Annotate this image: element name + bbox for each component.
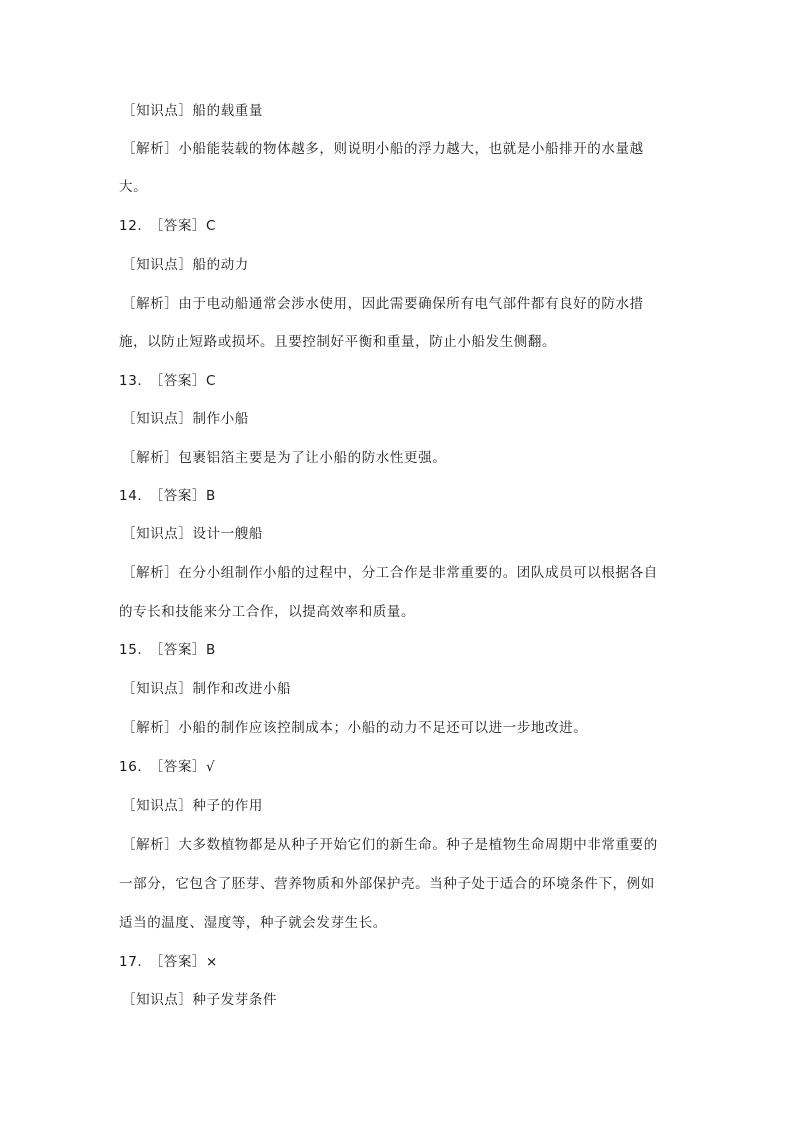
analysis-line: ［解析］大多数植物都是从种子开始它们的新生命。种子是植物生命周期中非常重要的 bbox=[122, 837, 658, 853]
analysis-line-continued: 大。 bbox=[119, 179, 148, 195]
analysis-line: ［解析］小船的制作应该控制成本；小船的动力不足还可以进一步地改进。 bbox=[122, 720, 588, 736]
analysis-line-continued: 的专长和技能来分工合作，以提高效率和质量。 bbox=[119, 604, 416, 620]
knowledge-point-line: ［知识点］设计一艘船 bbox=[122, 526, 263, 542]
answer-line: 15. ［答案］B bbox=[119, 642, 216, 658]
analysis-line-continued: 适当的温度、湿度等，种子就会发芽生长。 bbox=[119, 915, 387, 931]
analysis-line: ［解析］包裹铝箔主要是为了让小船的防水性更强。 bbox=[122, 450, 447, 466]
answer-line: 12. ［答案］C bbox=[119, 218, 217, 234]
answer-line: 14. ［答案］B bbox=[119, 488, 216, 504]
analysis-line-continued: 施，以防止短路或损坏。且要控制好平衡和重量，防止小船发生侧翻。 bbox=[119, 334, 557, 350]
answer-line: 17. ［答案］× bbox=[119, 954, 218, 970]
analysis-line-continued: 一部分，它包含了胚芽、营养物质和外部保护壳。当种子处于适合的环境条件下，例如 bbox=[119, 876, 655, 892]
knowledge-point-line: ［知识点］船的动力 bbox=[122, 257, 249, 273]
knowledge-point-line: ［知识点］船的载重量 bbox=[122, 103, 263, 119]
answer-line: 16. ［答案］√ bbox=[119, 759, 216, 775]
knowledge-point-line: ［知识点］制作小船 bbox=[122, 411, 249, 427]
knowledge-point-line: ［知识点］制作和改进小船 bbox=[122, 681, 292, 697]
analysis-line: ［解析］小船能装载的物体越多，则说明小船的浮力越大，也就是小船排开的水量越 bbox=[122, 141, 644, 157]
answer-line: 13. ［答案］C bbox=[119, 373, 217, 389]
analysis-line: ［解析］在分小组制作小船的过程中，分工合作是非常重要的。团队成员可以根据各自 bbox=[122, 565, 658, 581]
analysis-line: ［解析］由于电动船通常会涉水使用，因此需要确保所有电气部件都有良好的防水措 bbox=[122, 296, 644, 312]
knowledge-point-line: ［知识点］种子的作用 bbox=[122, 798, 263, 814]
knowledge-point-line: ［知识点］种子发芽条件 bbox=[122, 992, 278, 1008]
